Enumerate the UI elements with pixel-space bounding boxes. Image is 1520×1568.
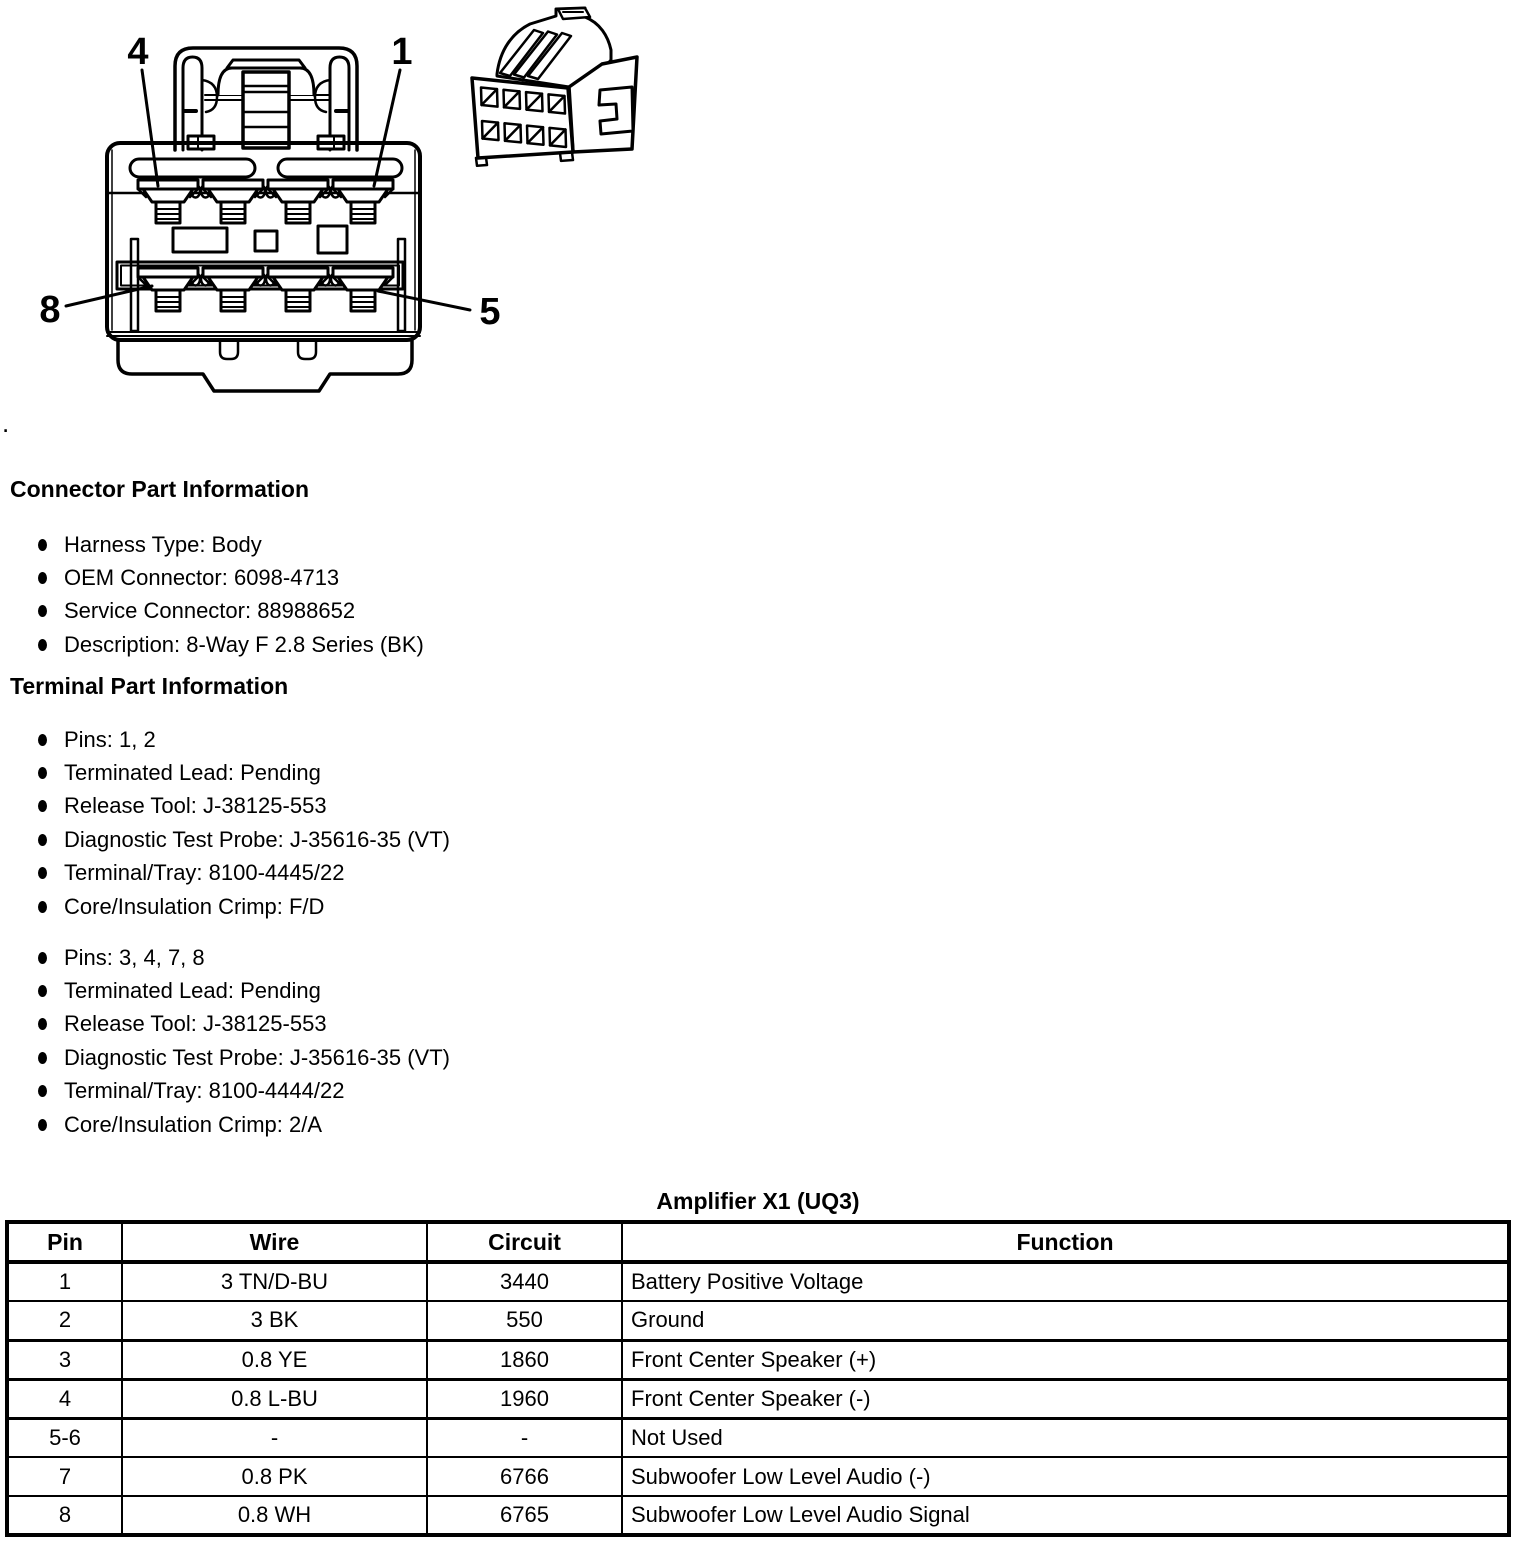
bullet-icon <box>38 901 47 913</box>
list-item <box>30 790 450 823</box>
list-item-text: Pins: 3, 4, 7, 8 <box>64 944 205 970</box>
table-row <box>7 1379 1509 1418</box>
bullet-icon <box>38 867 47 879</box>
list-item <box>30 756 450 789</box>
connector-info-list <box>30 528 424 662</box>
cell-circuit: 1860 <box>427 1340 622 1379</box>
connector-iso-view <box>472 8 637 166</box>
bullet-icon <box>38 539 47 551</box>
list-item <box>30 723 450 756</box>
table-header-row <box>7 1222 1509 1262</box>
table-row <box>7 1262 1509 1301</box>
list-item <box>30 561 424 594</box>
pin-table-title: Amplifier X1 (UQ3) <box>656 1188 860 1214</box>
cell-pin: 2 <box>7 1301 122 1340</box>
cell-function: Front Center Speaker (-) <box>622 1379 1509 1418</box>
list-item-text: OEM Connector: 6098-4713 <box>64 565 340 591</box>
callout-line-pin1 <box>374 70 400 186</box>
key-slot-square <box>318 226 347 253</box>
list-item <box>30 1075 450 1108</box>
cell-pin: 7 <box>7 1457 122 1496</box>
cell-circuit: 550 <box>427 1301 622 1340</box>
list-item-text: Release Tool: J-38125-553 <box>64 793 327 819</box>
cell-function: Not Used <box>622 1418 1509 1457</box>
bullet-icon <box>38 1119 47 1131</box>
cell-wire: 0.8 WH <box>122 1496 427 1535</box>
cell-pin: 3 <box>7 1340 122 1379</box>
list-item <box>30 941 450 974</box>
list-item <box>30 595 424 628</box>
list-item-text: Core/Insulation Crimp: 2/A <box>64 1111 322 1137</box>
cell-wire: 0.8 PK <box>122 1457 427 1496</box>
callout-pin5-label: 5 <box>479 291 501 333</box>
cell-function: Subwoofer Low Level Audio (-) <box>622 1457 1509 1496</box>
bullet-icon <box>38 572 47 584</box>
cell-circuit: 6765 <box>427 1496 622 1535</box>
table-row <box>7 1457 1509 1496</box>
callout-line-pin4 <box>142 70 158 186</box>
cell-circuit: 1960 <box>427 1379 622 1418</box>
top-slot-left <box>130 159 255 177</box>
callout-pin1-label: 1 <box>391 31 413 73</box>
terminal-info-list-pins-3-4-7-8 <box>30 941 450 1141</box>
list-item <box>30 1108 450 1141</box>
cell-pin: 1 <box>7 1262 122 1301</box>
list-item-text: Core/Insulation Crimp: F/D <box>64 893 325 919</box>
cell-pin: 5-6 <box>7 1418 122 1457</box>
list-item-text: Terminal/Tray: 8100-4445/22 <box>64 860 345 886</box>
list-item <box>30 823 450 856</box>
table-row <box>7 1418 1509 1457</box>
top-slot-right <box>278 159 402 177</box>
list-item-text: Terminated Lead: Pending <box>64 760 321 786</box>
bullet-icon <box>38 834 47 846</box>
list-item <box>30 857 450 890</box>
bullet-icon <box>38 734 47 746</box>
list-item <box>30 628 424 661</box>
list-item-text: Harness Type: Body <box>64 531 262 557</box>
list-item <box>30 1041 450 1074</box>
list-item-text: Description: 8-Way F 2.8 Series (BK) <box>64 631 424 657</box>
column-header-function: Function <box>622 1222 1509 1262</box>
cell-circuit: 6766 <box>427 1457 622 1496</box>
connector-front-view <box>66 48 470 391</box>
bullet-icon <box>38 1052 47 1064</box>
connector-diagram <box>0 0 1520 440</box>
cell-circuit: 3440 <box>427 1262 622 1301</box>
list-item-text: Terminated Lead: Pending <box>64 978 321 1004</box>
pin-table <box>5 1220 1511 1537</box>
cell-wire: 0.8 YE <box>122 1340 427 1379</box>
table-row <box>7 1340 1509 1379</box>
terminal-info-heading: Terminal Part Information <box>10 673 289 699</box>
callout-pin8-label: 8 <box>39 289 61 331</box>
list-item <box>30 1008 450 1041</box>
cell-wire: - <box>122 1418 427 1457</box>
bullet-icon <box>38 605 47 617</box>
bullet-icon <box>38 985 47 997</box>
list-item <box>30 528 424 561</box>
cell-function: Battery Positive Voltage <box>622 1262 1509 1301</box>
cell-function: Ground <box>622 1301 1509 1340</box>
list-item-text: Terminal/Tray: 8100-4444/22 <box>64 1078 345 1104</box>
column-header-circuit: Circuit <box>427 1222 622 1262</box>
cell-circuit: - <box>427 1418 622 1457</box>
bullet-icon <box>38 1018 47 1030</box>
bullet-icon <box>38 952 47 964</box>
callout-pin4-label: 4 <box>127 31 149 73</box>
list-item <box>30 974 450 1007</box>
connector-skirt <box>118 340 412 391</box>
bullet-icon <box>38 1085 47 1097</box>
table-row <box>7 1301 1509 1340</box>
scan-artifact-dot: . <box>2 408 10 438</box>
bullet-icon <box>38 767 47 779</box>
bullet-icon <box>38 639 47 651</box>
cell-wire: 3 TN/D-BU <box>122 1262 427 1301</box>
cell-function: Subwoofer Low Level Audio Signal <box>622 1496 1509 1535</box>
list-item-text: Release Tool: J-38125-553 <box>64 1011 327 1037</box>
terminal-info-list-pins-1-2 <box>30 723 450 923</box>
latch-assembly <box>175 48 357 150</box>
list-item <box>30 890 450 923</box>
cell-pin: 8 <box>58 1502 72 1527</box>
key-slot-small <box>255 231 277 251</box>
bullet-icon <box>38 800 47 812</box>
cell-pin: 4 <box>7 1379 122 1418</box>
callout-line-pin5 <box>378 291 470 310</box>
list-item-text: Service Connector: 88988652 <box>64 598 356 624</box>
terminal-row-top <box>138 180 393 223</box>
table-row <box>7 1496 1509 1535</box>
list-item-text: Pins: 1, 2 <box>64 726 156 752</box>
cell-function: Front Center Speaker (+) <box>622 1340 1509 1379</box>
key-slot-wide <box>173 228 227 252</box>
list-item-text: Diagnostic Test Probe: J-35616-35 (VT) <box>64 1044 450 1070</box>
cell-wire: 0.8 L-BU <box>122 1379 427 1418</box>
cell-wire: 3 BK <box>122 1301 427 1340</box>
list-item-text: Diagnostic Test Probe: J-35616-35 (VT) <box>64 826 450 852</box>
connector-info-heading: Connector Part Information <box>10 476 310 502</box>
column-header-pin: Pin <box>7 1222 122 1262</box>
column-header-wire: Wire <box>122 1222 427 1262</box>
